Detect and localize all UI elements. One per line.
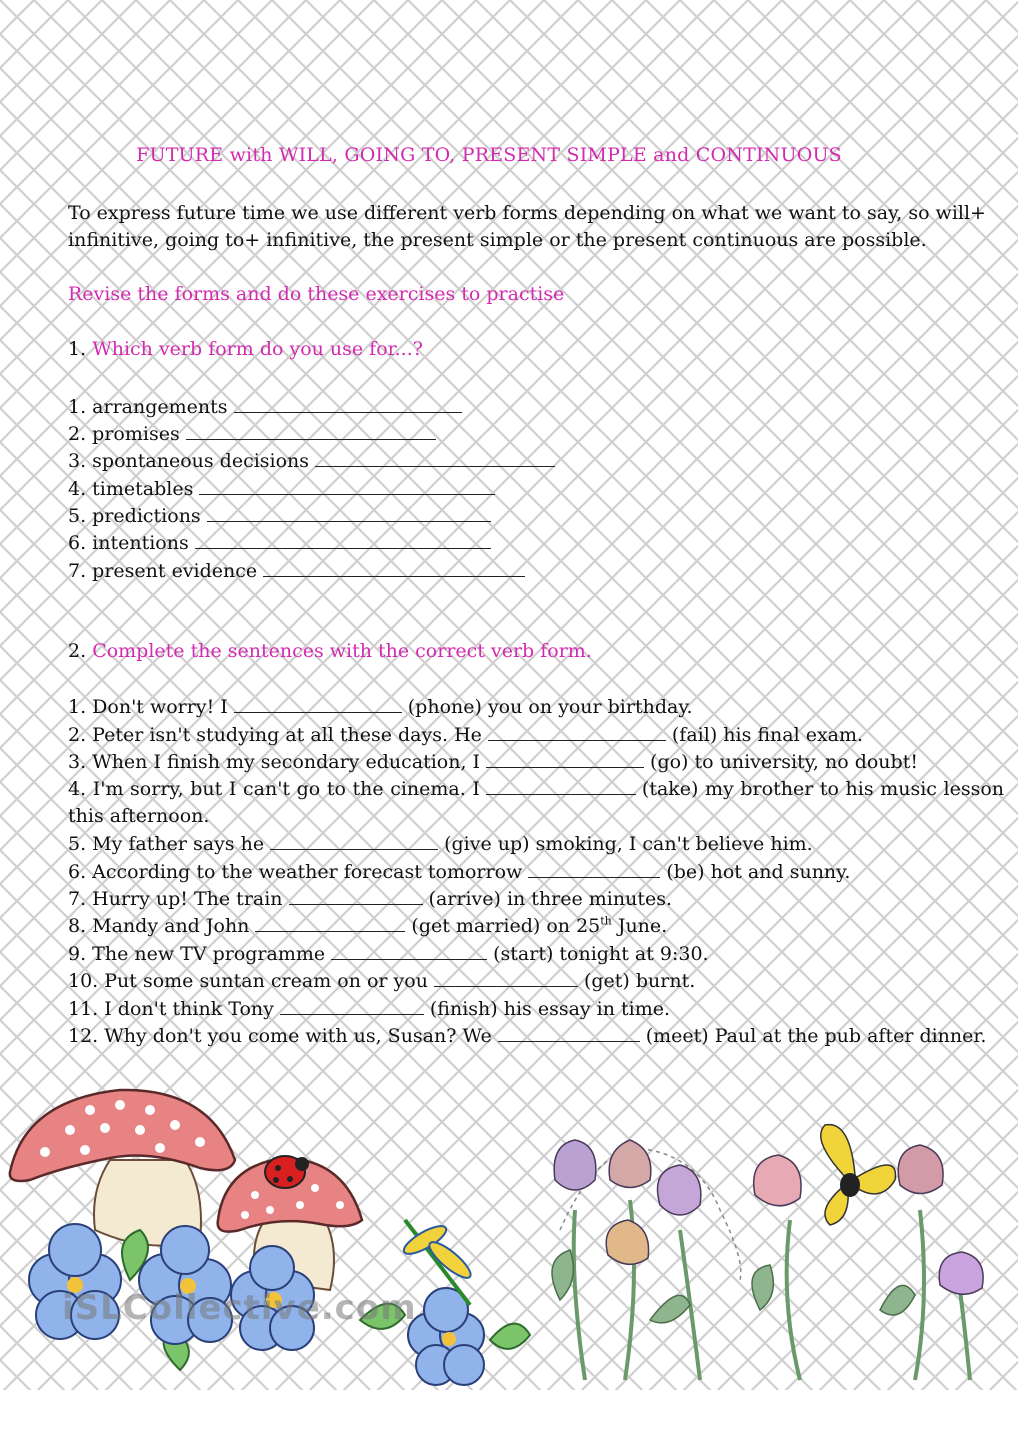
- exercise1-number: 1.: [68, 338, 87, 360]
- sentence-text: (arrive) in three minutes.: [428, 888, 673, 910]
- list-item-label: 5. predictions: [68, 505, 201, 527]
- watermark-logo: iSLCollective.com: [62, 1288, 417, 1328]
- sentence-text: 2. Peter isn't studying at all these days. He: [68, 724, 482, 746]
- list-item-label: 1. arrangements: [68, 396, 228, 418]
- sentence-text: 11. I don't think Tony: [68, 998, 274, 1020]
- sentence-text: 7. Hurry up! The train: [68, 888, 283, 910]
- answer-blank[interactable]: [199, 476, 495, 495]
- sentence-text: (give up) smoking, I can't believe him.: [444, 833, 813, 855]
- answer-blank[interactable]: [486, 749, 644, 768]
- sentence-5: [68, 831, 813, 855]
- answer-blank[interactable]: [234, 394, 462, 413]
- list-item-label: 7. present evidence: [68, 560, 258, 582]
- list-item: [68, 448, 561, 472]
- list-item: [68, 530, 497, 554]
- sentence-2: [68, 722, 863, 746]
- sentence-text: 5. My father says he: [68, 833, 265, 855]
- sentence-text: (fail) his final exam.: [671, 724, 864, 746]
- sentence-text: June.: [611, 915, 668, 937]
- sentence-12: [68, 1023, 1004, 1050]
- sentence-text: (go) to university, no doubt!: [650, 751, 918, 773]
- sentence-3: [68, 749, 918, 773]
- list-item-label: 6. intentions: [68, 532, 189, 554]
- list-item-label: 3. spontaneous decisions: [68, 450, 310, 472]
- sentence-9: [68, 941, 709, 965]
- sentence-text: (get) burnt.: [583, 970, 696, 992]
- answer-blank[interactable]: [234, 694, 402, 713]
- sentence-8: [68, 913, 667, 937]
- exercise1-heading: [68, 338, 423, 360]
- sentence-text: (take) my brother to his music lesson this afternoon.: [68, 778, 1005, 827]
- sentence-text: 4. I'm sorry, but I can't go to the cinema. I: [68, 778, 480, 800]
- answer-blank[interactable]: [528, 859, 660, 878]
- exercise1-question: Which verb form do you use for...?: [92, 338, 423, 360]
- sentence-text: (meet) Paul at the pub after dinner.: [645, 1025, 987, 1047]
- answer-blank[interactable]: [255, 913, 405, 932]
- answer-blank[interactable]: [498, 1023, 640, 1042]
- list-item: [68, 503, 497, 527]
- list-item: [68, 421, 442, 445]
- sentence-text: 1. Don't worry! I: [68, 696, 228, 718]
- answer-blank[interactable]: [315, 448, 555, 467]
- sentence-11: [68, 996, 670, 1020]
- answer-blank[interactable]: [207, 503, 491, 522]
- answer-blank[interactable]: [270, 831, 438, 850]
- answer-blank[interactable]: [486, 776, 636, 795]
- exercise2-number: 2.: [68, 640, 87, 662]
- list-item-label: 4. timetables: [68, 478, 194, 500]
- sentence-1: [68, 694, 693, 718]
- sentence-text: (start) tonight at 9:30.: [493, 943, 709, 965]
- ordinal-suffix: th: [600, 914, 612, 928]
- worksheet-title: FUTURE with WILL, GOING TO, PRESENT SIMPLE and CONTINUOUS: [136, 144, 842, 166]
- sentence-7: [68, 886, 672, 910]
- answer-blank[interactable]: [186, 421, 436, 440]
- list-item: [68, 476, 501, 500]
- sentence-text: (phone) you on your birthday.: [407, 696, 693, 718]
- sentence-text: 9. The new TV programme: [68, 943, 326, 965]
- sentence-4: [68, 776, 1004, 830]
- answer-blank[interactable]: [289, 886, 423, 905]
- sentence-text: 6. According to the weather forecast tomorrow: [68, 861, 523, 883]
- list-item: [68, 558, 531, 582]
- sentence-text: 3. When I finish my secondary education, I: [68, 751, 481, 773]
- list-item-label: 2. promises: [68, 423, 180, 445]
- sentence-text: (get married) on 25: [411, 915, 601, 937]
- answer-blank[interactable]: [195, 530, 491, 549]
- answer-blank[interactable]: [488, 722, 666, 741]
- sentence-10: [68, 968, 695, 992]
- sentence-text: (finish) his essay in time.: [429, 998, 671, 1020]
- list-item: [68, 394, 468, 418]
- revise-instruction: Revise the forms and do these exercises to practise: [68, 283, 565, 305]
- answer-blank[interactable]: [434, 968, 578, 987]
- exercise2-instruction: Complete the sentences with the correct verb form.: [92, 640, 592, 662]
- sentence-text: 10. Put some suntan cream on or you: [68, 970, 428, 992]
- answer-blank[interactable]: [280, 996, 424, 1015]
- sentence-text: 8. Mandy and John: [68, 915, 250, 937]
- answer-blank[interactable]: [263, 558, 525, 577]
- sentence-text: 12. Why don't you come with us, Susan? We: [68, 1025, 492, 1047]
- answer-blank[interactable]: [331, 941, 487, 960]
- intro-paragraph: To express future time we use different verb forms depending on what we want to say, so will+ infinitive, going to+ infinitive, the present simple or the present continuous are possible.: [68, 202, 986, 251]
- sentence-text: (be) hot and sunny.: [666, 861, 851, 883]
- sentence-6: [68, 859, 850, 883]
- exercise2-heading: [68, 640, 592, 662]
